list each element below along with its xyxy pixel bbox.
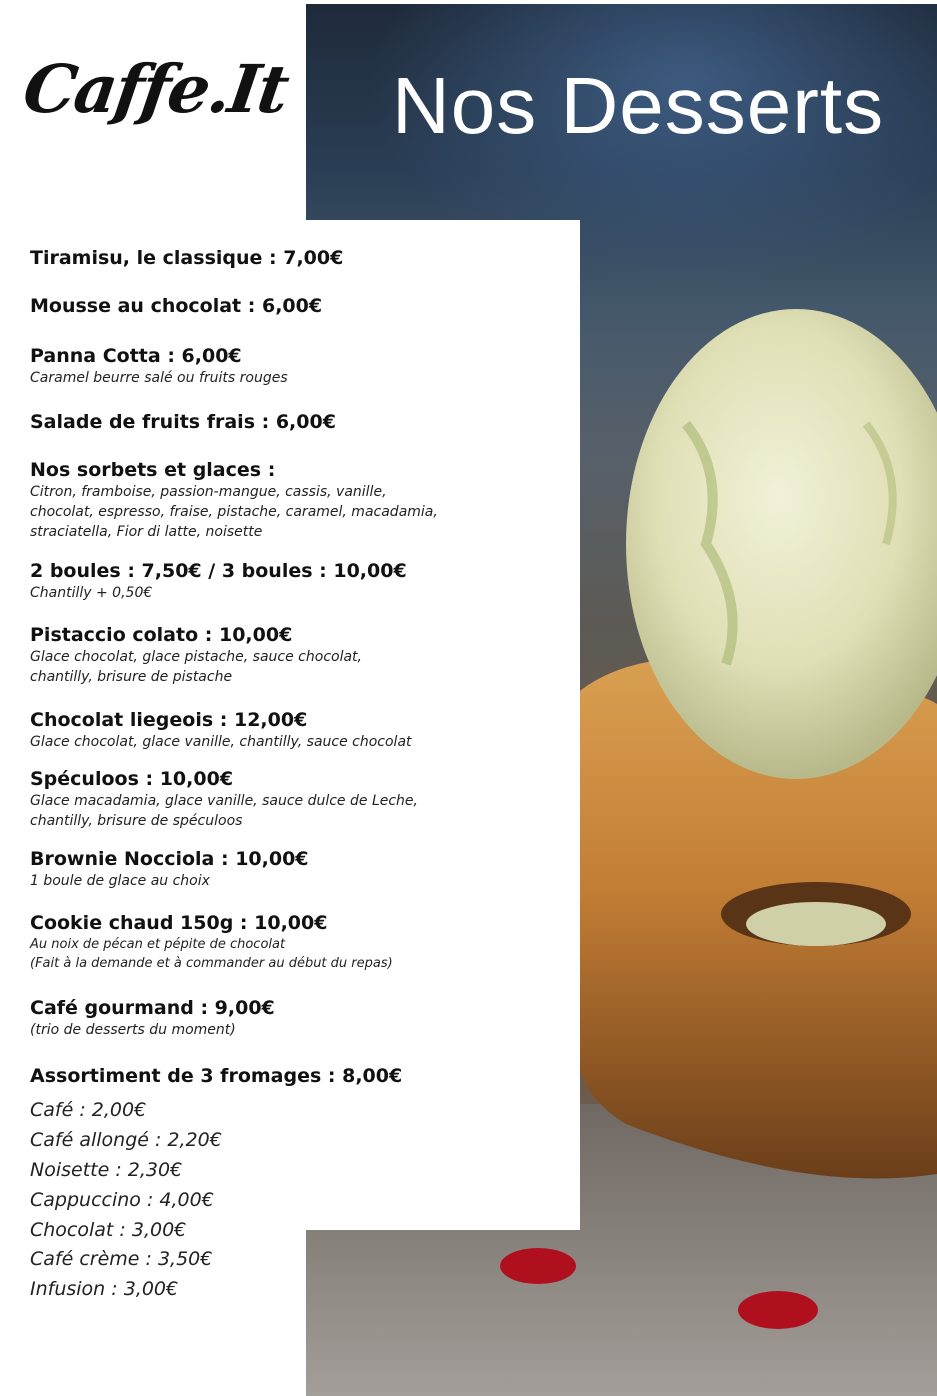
drink-cappuccino: Cappuccino : 4,00€ (30, 1189, 214, 1211)
drink-cafe-creme: Café crème : 3,50€ (30, 1248, 213, 1270)
item-description: straciatella, Fior di latte, noisette (30, 524, 263, 540)
item-name: Assortiment de 3 fromages : 8,00€ (30, 1065, 403, 1087)
item-name: Salade de fruits frais : 6,00€ (30, 411, 336, 433)
menu-item-brownie (30, 847, 570, 891)
item-description: (trio de desserts du moment) (30, 1022, 236, 1038)
menu-item-fromages (30, 1064, 570, 1088)
page-title: Nos Desserts (392, 61, 885, 150)
drink-cafe-allonge: Café allongé : 2,20€ (30, 1129, 222, 1151)
item-description: Chantilly + 0,50€ (30, 585, 153, 601)
drink-infusion: Infusion : 3,00€ (30, 1278, 179, 1300)
caffe-it-logo: Caffe.It (18, 50, 293, 128)
menu-item-chocolat-liegeois (30, 708, 570, 752)
menu-item-cookie (30, 911, 570, 973)
menu-item-salade-fruits (30, 410, 570, 434)
menu-item-speculoos (30, 767, 570, 831)
item-description: chantilly, brisure de pistache (30, 669, 233, 685)
item-name: Mousse au chocolat : 6,00€ (30, 295, 323, 317)
menu-item-tiramisu (30, 246, 570, 270)
item-description: chantilly, brisure de spéculoos (30, 813, 243, 829)
drink-noisette: Noisette : 2,30€ (30, 1159, 183, 1181)
item-description: Caramel beurre salé ou fruits rouges (30, 370, 288, 386)
item-description: Glace chocolat, glace vanille, chantilly, sauce chocolat (30, 734, 412, 750)
menu-item-cafe-gourmand (30, 996, 570, 1040)
item-name: Panna Cotta : 6,00€ (30, 345, 242, 367)
item-description: chocolat, espresso, fraise, pistache, caramel, macadamia, (30, 504, 438, 520)
item-name: Pistaccio colato : 10,00€ (30, 624, 293, 646)
drink-cafe: Café : 2,00€ (30, 1099, 147, 1121)
item-name: Cookie chaud 150g : 10,00€ (30, 912, 328, 934)
item-description: Glace macadamia, glace vanille, sauce dulce de Leche, (30, 793, 418, 809)
menu-item-panna-cotta (30, 344, 570, 388)
menu-item-mousse (30, 294, 570, 318)
item-name: Spéculoos : 10,00€ (30, 768, 234, 790)
item-name: Tiramisu, le classique : 7,00€ (30, 247, 344, 269)
item-description: (Fait à la demande et à commander au début du repas) (30, 956, 393, 971)
item-name: Café gourmand : 9,00€ (30, 997, 275, 1019)
drink-chocolat: Chocolat : 3,00€ (30, 1219, 187, 1241)
item-description: 1 boule de glace au choix (30, 873, 210, 889)
item-name: 2 boules : 7,50€ / 3 boules : 10,00€ (30, 560, 407, 582)
item-description: Glace chocolat, glace pistache, sauce chocolat, (30, 649, 362, 665)
item-description: Citron, framboise, passion-mangue, cassis, vanille, (30, 484, 387, 500)
item-name: Chocolat liegeois : 12,00€ (30, 709, 308, 731)
item-name: Brownie Nocciola : 10,00€ (30, 848, 309, 870)
menu-item-sorbets (30, 458, 570, 542)
item-name: Nos sorbets et glaces : (30, 459, 276, 481)
item-description: Au noix de pécan et pépite de chocolat (30, 937, 286, 952)
menu-item-pistaccio (30, 623, 570, 687)
menu-item-boules (30, 559, 570, 603)
